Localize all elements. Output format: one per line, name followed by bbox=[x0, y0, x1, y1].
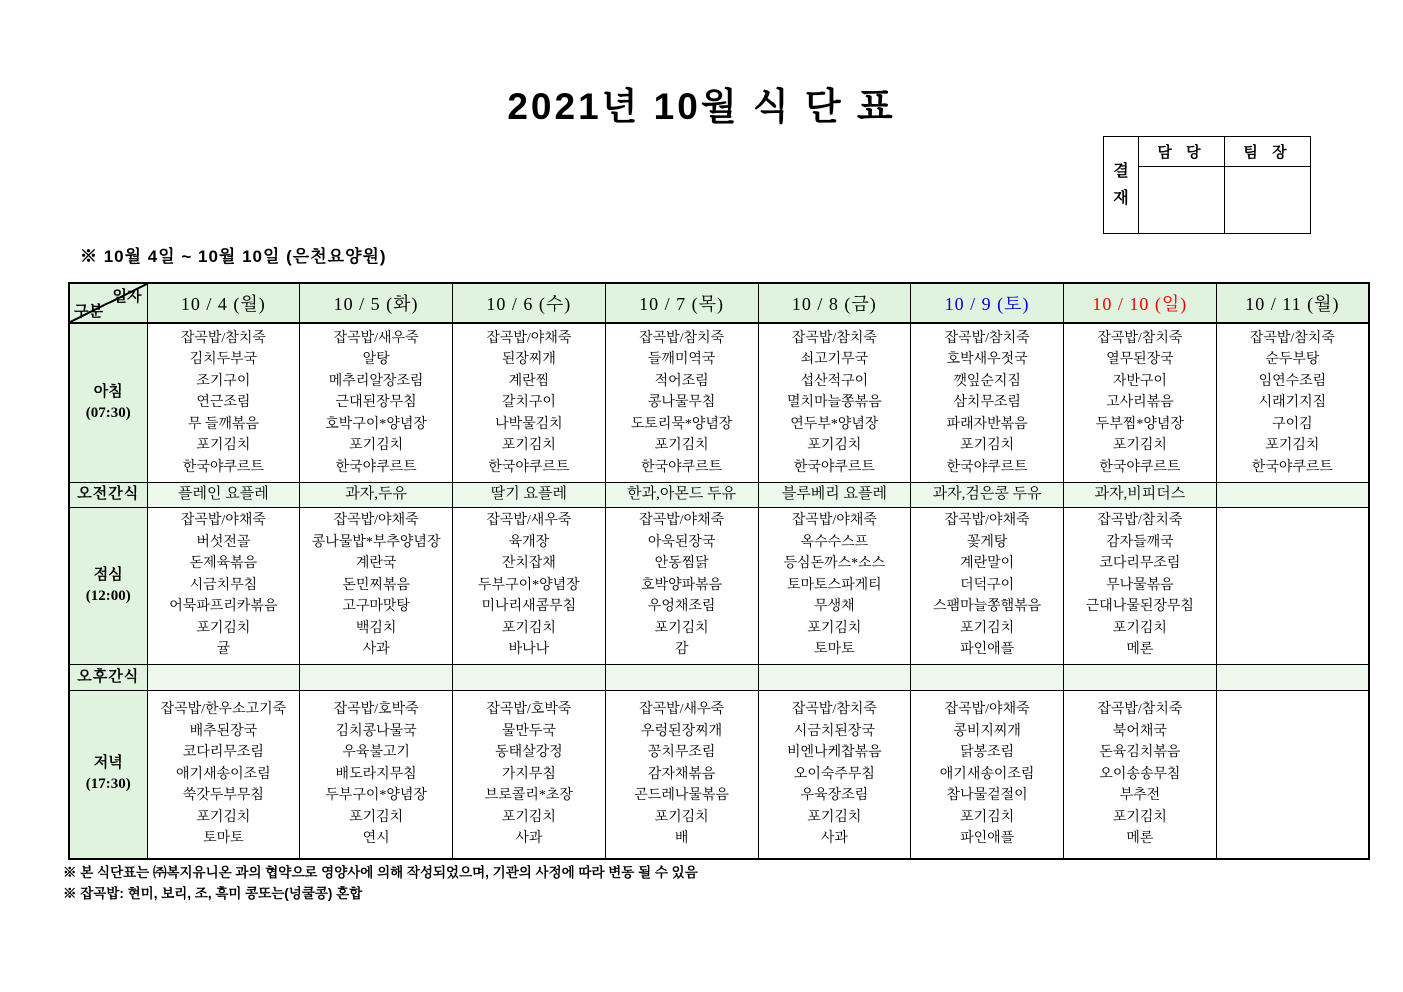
menu-item: 한국야쿠르트 bbox=[1251, 459, 1333, 475]
menu-item: 조기구이 bbox=[196, 373, 251, 389]
menu-item: 포기김치 bbox=[501, 620, 556, 636]
menu-item: 한국야쿠르트 bbox=[641, 459, 723, 475]
menu-item: 시금치무침 bbox=[189, 577, 258, 593]
menu-item: 잡곡밥/참치죽 bbox=[791, 330, 877, 346]
menu-item: 한국야쿠르트 bbox=[1099, 459, 1181, 475]
menu-item: 등심돈까스*소스 bbox=[783, 556, 886, 572]
menu-item: 포기김치 bbox=[349, 809, 404, 825]
menu-item: 백김치 bbox=[355, 620, 397, 636]
menu-item: 잡곡밥/호박죽 bbox=[333, 702, 419, 717]
menu-item: 어묵파프리카볶음 bbox=[169, 599, 278, 615]
menu-item: 김치두부국 bbox=[189, 352, 258, 367]
menu-cell-afternoon-snack-day5 bbox=[758, 664, 911, 690]
menu-item: 토마토스파게티 bbox=[787, 577, 882, 593]
menu-item: 한국야쿠르트 bbox=[946, 459, 1028, 475]
menu-item: 나박물김치 bbox=[495, 416, 563, 432]
menu-item: 포기김치 bbox=[1112, 809, 1167, 825]
menu-item: 포기김치 bbox=[196, 620, 251, 636]
menu-cell-dinner-day2 bbox=[300, 690, 453, 859]
menu-item: 잡곡밥/야채죽 bbox=[639, 513, 725, 529]
menu-item: 한국야쿠르트 bbox=[488, 459, 570, 475]
menu-cell-dinner-day5 bbox=[758, 690, 911, 859]
menu-item: 포기김치 bbox=[501, 438, 556, 453]
menu-item: 두부구이*양념장 bbox=[478, 577, 580, 593]
menu-item: 비엔나케찹볶음 bbox=[787, 745, 882, 760]
menu-item: 스팸마늘쫑햄볶음 bbox=[933, 599, 1042, 615]
row-label-text: 오후간식 bbox=[77, 668, 140, 685]
menu-item: 잡곡밥/참치죽 bbox=[180, 330, 266, 346]
approval-box bbox=[1103, 136, 1311, 234]
menu-item: 오이숙주무침 bbox=[793, 766, 875, 782]
menu-item: 잡곡밥/참치죽 bbox=[1249, 330, 1335, 346]
menu-table bbox=[68, 282, 1370, 860]
menu-cell-dinner-day1 bbox=[147, 690, 300, 859]
menu-item: 동태살강정 bbox=[495, 745, 563, 760]
menu-item: 토마토 bbox=[814, 642, 855, 658]
footnote-1: ※ 본 식단표는 ㈜복지유니온 과의 협약으로 영양사에 의해 작성되었으며, 기관의 사정에 따라 변동 될 수 있음 bbox=[63, 865, 698, 880]
menu-item: 우렁된장찌개 bbox=[641, 723, 723, 739]
menu-item: 연시 bbox=[362, 831, 390, 846]
menu-cell-morning-snack-day3: 딸기 요플레 bbox=[453, 482, 606, 507]
menu-item: 들깨미역국 bbox=[647, 352, 716, 367]
menu-cell-lunch-day4 bbox=[605, 507, 758, 664]
menu-cell-afternoon-snack-day7 bbox=[1064, 664, 1217, 690]
footnotes bbox=[63, 862, 698, 904]
menu-item: 아욱된장국 bbox=[647, 534, 716, 550]
menu-item: 잡곡밥/야채죽 bbox=[944, 513, 1030, 529]
menu-item: 잡곡밥/참치죽 bbox=[1097, 513, 1183, 529]
menu-item: 닭봉조림 bbox=[960, 745, 1015, 760]
menu-item: 시래기지짐 bbox=[1258, 395, 1327, 410]
menu-item: 포기김치 bbox=[1112, 620, 1167, 636]
menu-cell-breakfast-day2 bbox=[300, 323, 453, 482]
menu-item: 연근조림 bbox=[196, 395, 251, 410]
corner-label-date: 일자 bbox=[112, 289, 142, 305]
menu-item: 한국야쿠르트 bbox=[182, 459, 264, 475]
menu-item: 잡곡밥/참치죽 bbox=[1097, 330, 1183, 346]
menu-cell-dinner-day3 bbox=[453, 690, 606, 859]
menu-item: 포기김치 bbox=[807, 438, 862, 453]
row-lunch bbox=[69, 507, 1369, 664]
menu-item: 파인애플 bbox=[960, 831, 1015, 846]
menu-cell-lunch-day2 bbox=[300, 507, 453, 664]
menu-item: 잡곡밥/야채죽 bbox=[944, 702, 1030, 717]
date-header-8: 10 / 11 (월) bbox=[1216, 283, 1369, 323]
corner-label-category: 구분 bbox=[74, 304, 103, 320]
menu-item: 포기김치 bbox=[960, 438, 1015, 453]
menu-item: 쇠고기무국 bbox=[800, 352, 869, 367]
menu-item: 우엉채조림 bbox=[647, 599, 716, 615]
menu-item: 알탕 bbox=[362, 352, 390, 367]
menu-item: 무나물볶음 bbox=[1106, 577, 1174, 593]
approval-signature-cell bbox=[1225, 167, 1311, 234]
date-header-row bbox=[69, 283, 1369, 323]
menu-item: 육개장 bbox=[508, 534, 550, 550]
menu-item: 호박새우젓국 bbox=[946, 352, 1028, 367]
menu-cell-morning-snack-day1: 플레인 요플레 bbox=[147, 482, 300, 507]
approval-stamp-char: 재 bbox=[1113, 190, 1129, 207]
menu-item: 사과 bbox=[515, 831, 543, 846]
date-header-5: 10 / 8 (금) bbox=[758, 283, 911, 323]
menu-item: 토마토 bbox=[203, 831, 244, 846]
menu-item: 근대된장무침 bbox=[335, 395, 417, 410]
menu-item: 잡곡밥/야채죽 bbox=[180, 513, 266, 529]
menu-item: 도토리묵*양념장 bbox=[630, 416, 733, 432]
menu-item: 잡곡밥/야채죽 bbox=[486, 330, 572, 346]
menu-cell-lunch-day1 bbox=[147, 507, 300, 664]
menu-item: 더덕구이 bbox=[960, 577, 1015, 593]
menu-cell-morning-snack-day7: 과자,비피더스 bbox=[1064, 482, 1217, 507]
menu-cell-morning-snack-day8 bbox=[1216, 482, 1369, 507]
menu-item: 갈치구이 bbox=[501, 395, 556, 410]
menu-item: 참나물겉절이 bbox=[946, 788, 1028, 803]
row-dinner bbox=[69, 690, 1369, 859]
menu-item: 섭산적구이 bbox=[800, 373, 869, 389]
menu-cell-lunch-day8 bbox=[1216, 507, 1369, 664]
menu-item: 돈민찌볶음 bbox=[342, 577, 410, 593]
menu-item: 두부구이*양념장 bbox=[325, 788, 427, 803]
menu-item: 두부찜*양념장 bbox=[1095, 416, 1184, 432]
menu-cell-lunch-day7 bbox=[1064, 507, 1217, 664]
menu-cell-lunch-day6 bbox=[911, 507, 1064, 664]
menu-cell-lunch-day5 bbox=[758, 507, 911, 664]
menu-item: 돈육김치볶음 bbox=[1099, 745, 1181, 760]
menu-item: 귤 bbox=[216, 642, 231, 658]
menu-item: 꽃게탕 bbox=[966, 534, 1008, 550]
menu-item: 근대나물된장무침 bbox=[1085, 599, 1194, 615]
menu-item: 배추된장국 bbox=[189, 723, 258, 739]
menu-item: 포기김치 bbox=[349, 438, 404, 453]
menu-item: 포기김치 bbox=[196, 809, 251, 825]
menu-item: 임연수조림 bbox=[1258, 373, 1327, 389]
menu-item: 포기김치 bbox=[654, 620, 709, 636]
menu-item: 코다리무조림 bbox=[182, 745, 264, 760]
menu-item: 잡곡밥/호박죽 bbox=[486, 702, 572, 717]
menu-cell-afternoon-snack-day6 bbox=[911, 664, 1064, 690]
menu-item: 자반구이 bbox=[1112, 373, 1167, 389]
menu-item: 감자들깨국 bbox=[1106, 534, 1174, 550]
menu-item: 코다리무조림 bbox=[1099, 556, 1181, 572]
menu-item: 가지무침 bbox=[501, 766, 556, 782]
menu-item: 물만두국 bbox=[501, 723, 556, 739]
menu-item: 깻잎순지짐 bbox=[953, 373, 1021, 389]
row-label-text: 점심 bbox=[93, 566, 123, 583]
footnote-2: ※ 잡곡밥: 현미, 보리, 조, 흑미 콩또는(넝쿨콩) 혼합 bbox=[63, 886, 363, 901]
row-label-morning-snack bbox=[69, 482, 147, 507]
menu-item: 고사리볶음 bbox=[1106, 395, 1174, 410]
menu-item: 잡곡밥/야채죽 bbox=[791, 513, 877, 529]
menu-item: 호박양파볶음 bbox=[641, 577, 723, 593]
menu-item: 잡곡밥/참치죽 bbox=[791, 702, 877, 717]
page-title: 2021년 10월 식 단 표 bbox=[507, 86, 896, 127]
menu-item: 한국야쿠르트 bbox=[793, 459, 875, 475]
menu-item: 잡곡밥/참치죽 bbox=[1097, 702, 1183, 717]
approval-stamp-char: 결 bbox=[1113, 162, 1129, 180]
menu-item: 콩나물밥*부추양념장 bbox=[311, 534, 441, 550]
menu-item: 안동찜닭 bbox=[654, 556, 709, 572]
menu-item: 감 bbox=[674, 642, 689, 658]
row-label-afternoon-snack bbox=[69, 664, 147, 690]
approval-stamp-label bbox=[1104, 137, 1139, 234]
menu-item: 된장찌개 bbox=[501, 352, 556, 367]
menu-item: 계란찜 bbox=[508, 373, 550, 389]
menu-cell-dinner-day7 bbox=[1064, 690, 1217, 859]
approval-column-damdang: 담 당 bbox=[1139, 137, 1225, 167]
menu-item: 우육장조림 bbox=[800, 788, 869, 803]
menu-item: 감자채볶음 bbox=[647, 766, 716, 782]
menu-item: 시금치된장국 bbox=[793, 723, 875, 739]
menu-item: 무생채 bbox=[814, 599, 855, 615]
menu-item: 배 bbox=[674, 831, 689, 846]
date-header-2: 10 / 5 (화) bbox=[300, 283, 453, 323]
menu-item: 미나리새콤무침 bbox=[481, 599, 577, 615]
menu-item: 잡곡밥/야채죽 bbox=[333, 513, 419, 529]
row-label-dinner bbox=[69, 690, 147, 859]
row-label-text: 아침 bbox=[93, 383, 123, 400]
date-header-3: 10 / 6 (수) bbox=[453, 283, 606, 323]
approval-signature-cell bbox=[1139, 167, 1225, 234]
menu-item: 포기김치 bbox=[960, 809, 1015, 825]
menu-item: 브로콜리*초장 bbox=[484, 788, 573, 803]
menu-item: 포기김치 bbox=[807, 620, 862, 636]
menu-item: 돈제육볶음 bbox=[189, 556, 258, 572]
menu-item: 잡곡밥/한우소고기죽 bbox=[160, 702, 287, 717]
menu-item: 사과 bbox=[820, 831, 848, 846]
menu-item: 애기새송이조림 bbox=[939, 766, 1035, 782]
menu-item: 김치콩나물국 bbox=[335, 723, 417, 739]
menu-cell-morning-snack-day5: 블루베리 요플레 bbox=[758, 482, 911, 507]
menu-item: 포기김치 bbox=[196, 438, 251, 453]
menu-cell-breakfast-day6 bbox=[911, 323, 1064, 482]
period-subtitle: ※ 10월 4일 ~ 10월 10일 (은천요양원) bbox=[80, 247, 387, 266]
menu-item: 계란말이 bbox=[960, 556, 1015, 572]
menu-cell-dinner-day4 bbox=[605, 690, 758, 859]
menu-item: 콩나물무침 bbox=[647, 395, 716, 410]
menu-item: 포기김치 bbox=[1112, 438, 1167, 453]
menu-item: 꽁치무조림 bbox=[647, 745, 716, 760]
menu-item: 잡곡밥/새우죽 bbox=[639, 702, 725, 717]
row-morning-snack bbox=[69, 482, 1369, 507]
menu-item: 포기김치 bbox=[654, 438, 709, 453]
menu-item: 잡곡밥/새우죽 bbox=[486, 513, 572, 529]
menu-cell-afternoon-snack-day2 bbox=[300, 664, 453, 690]
menu-item: 파래자반볶음 bbox=[946, 416, 1028, 432]
row-label-time: (17:30) bbox=[85, 776, 131, 793]
menu-item: 호박구이*양념장 bbox=[325, 416, 427, 432]
date-header-7: 10 / 10 (일) bbox=[1064, 283, 1217, 323]
menu-cell-lunch-day3 bbox=[453, 507, 606, 664]
menu-cell-morning-snack-day4: 한과,아몬드 두유 bbox=[605, 482, 758, 507]
menu-item: 잡곡밥/참치죽 bbox=[639, 330, 725, 346]
menu-item: 메론 bbox=[1126, 642, 1154, 658]
date-header-4: 10 / 7 (목) bbox=[605, 283, 758, 323]
menu-cell-morning-snack-day2: 과자,두유 bbox=[300, 482, 453, 507]
menu-item: 잔치잡채 bbox=[501, 556, 556, 572]
menu-item: 북어채국 bbox=[1112, 723, 1167, 739]
menu-cell-breakfast-day7 bbox=[1064, 323, 1217, 482]
menu-item: 계란국 bbox=[355, 556, 397, 572]
menu-cell-breakfast-day1 bbox=[147, 323, 300, 482]
menu-item: 무 들깨볶음 bbox=[187, 416, 259, 432]
menu-item: 오이송송무침 bbox=[1099, 766, 1181, 782]
menu-cell-afternoon-snack-day8 bbox=[1216, 664, 1369, 690]
menu-item: 곤드레나물볶음 bbox=[634, 788, 729, 803]
menu-item: 삼치무조림 bbox=[953, 395, 1021, 410]
menu-item: 연두부*양념장 bbox=[790, 416, 879, 432]
menu-item: 바나나 bbox=[508, 642, 550, 658]
menu-cell-breakfast-day3 bbox=[453, 323, 606, 482]
menu-item: 포기김치 bbox=[807, 809, 862, 825]
menu-cell-afternoon-snack-day3 bbox=[453, 664, 606, 690]
menu-item: 포기김치 bbox=[501, 809, 556, 825]
menu-item: 사과 bbox=[362, 642, 390, 658]
menu-item: 우육불고기 bbox=[342, 745, 410, 760]
row-label-text: 저녁 bbox=[93, 755, 123, 772]
menu-item: 포기김치 bbox=[1265, 438, 1320, 453]
row-label-time: (07:30) bbox=[85, 404, 131, 421]
menu-cell-breakfast-day5 bbox=[758, 323, 911, 482]
menu-item: 포기김치 bbox=[654, 809, 709, 825]
menu-item: 열무된장국 bbox=[1106, 352, 1174, 367]
menu-item: 구이김 bbox=[1272, 416, 1313, 432]
menu-cell-dinner-day8 bbox=[1216, 690, 1369, 859]
menu-item: 잡곡밥/새우죽 bbox=[333, 330, 419, 346]
date-header-6: 10 / 9 (토) bbox=[911, 283, 1064, 323]
row-afternoon-snack bbox=[69, 664, 1369, 690]
menu-item: 포기김치 bbox=[960, 620, 1015, 636]
menu-cell-dinner-day6 bbox=[911, 690, 1064, 859]
menu-item: 멸치마늘쫑볶음 bbox=[787, 395, 882, 410]
approval-column-timjang: 팀 장 bbox=[1225, 137, 1311, 167]
row-label-breakfast bbox=[69, 323, 147, 482]
row-label-text: 오전간식 bbox=[77, 486, 140, 502]
menu-item: 파인애플 bbox=[960, 642, 1015, 658]
menu-cell-breakfast-day8 bbox=[1216, 323, 1369, 482]
menu-item: 옥수수스프 bbox=[800, 534, 869, 550]
row-breakfast bbox=[69, 323, 1369, 482]
menu-item: 메추리알장조림 bbox=[328, 373, 424, 389]
menu-item: 적어조림 bbox=[654, 373, 709, 389]
row-label-time: (12:00) bbox=[85, 587, 131, 604]
menu-item: 배도라지무침 bbox=[335, 766, 417, 782]
menu-item: 한국야쿠르트 bbox=[335, 459, 417, 475]
row-label-lunch bbox=[69, 507, 147, 664]
menu-item: 고구마맛탕 bbox=[342, 599, 410, 615]
menu-item: 쑥갓두부무침 bbox=[182, 788, 264, 803]
corner-cell bbox=[69, 283, 147, 323]
menu-cell-afternoon-snack-day4 bbox=[605, 664, 758, 690]
date-header-1: 10 / 4 (월) bbox=[147, 283, 300, 323]
menu-cell-morning-snack-day6: 과자,검은콩 두유 bbox=[911, 482, 1064, 507]
menu-item: 메론 bbox=[1126, 831, 1154, 846]
menu-item: 순두부탕 bbox=[1265, 352, 1320, 367]
menu-item: 부추전 bbox=[1119, 788, 1161, 803]
menu-item: 버섯전골 bbox=[196, 534, 251, 550]
menu-item: 잡곡밥/참치죽 bbox=[944, 330, 1030, 346]
menu-item: 콩비지찌개 bbox=[953, 723, 1021, 739]
menu-cell-afternoon-snack-day1 bbox=[147, 664, 300, 690]
menu-item: 애기새송이조림 bbox=[176, 766, 271, 782]
menu-cell-breakfast-day4 bbox=[605, 323, 758, 482]
